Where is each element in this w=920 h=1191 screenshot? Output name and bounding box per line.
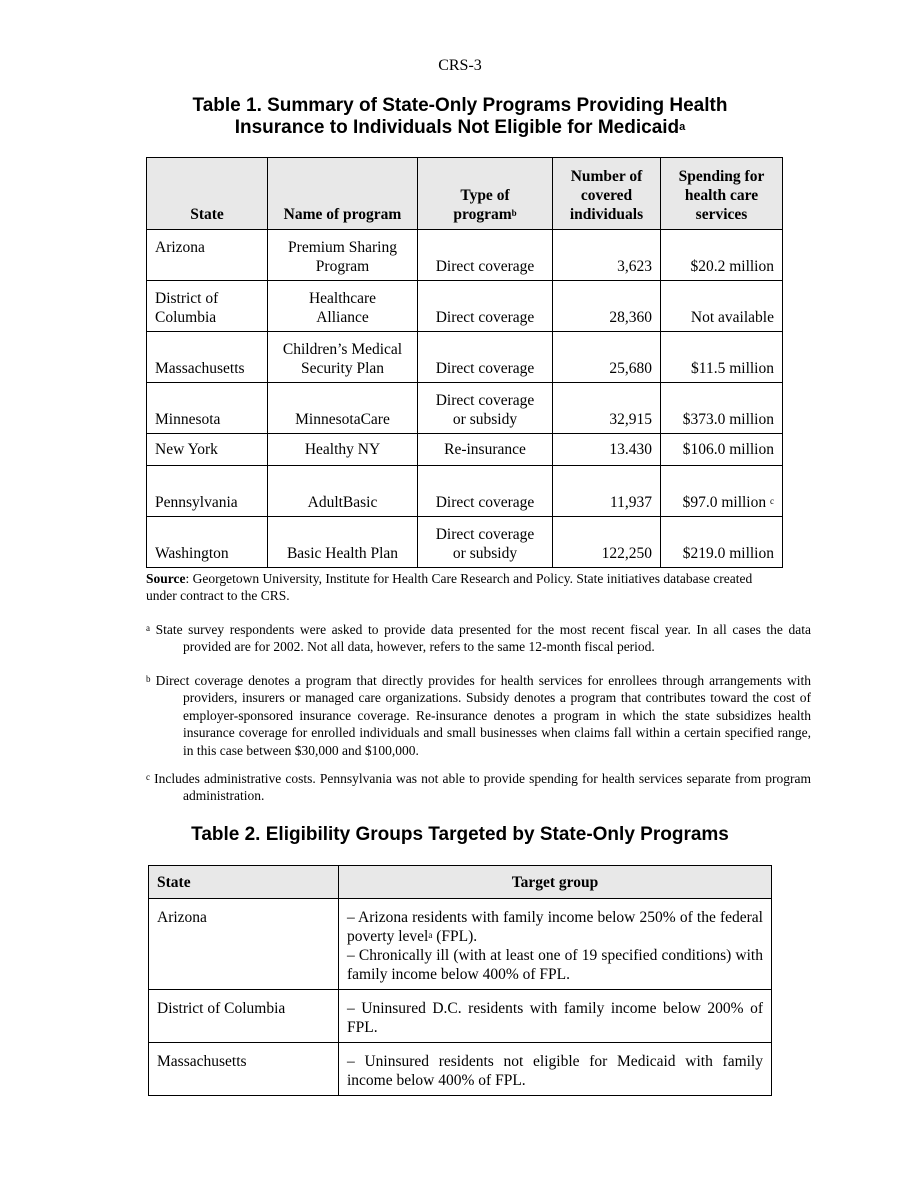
footnote-a-mark: a [146,623,150,633]
program-line2: Alliance [316,309,369,326]
table1-title-line2: Insurance to Individuals Not Eligible for Medicaid [234,117,680,138]
cell-program [268,332,418,383]
cell-spending [661,466,783,517]
cell-number: 32,915 [553,383,661,434]
type-line1: Direct coverage [435,392,535,409]
cell-spending: $373.0 million [661,383,783,434]
cell-state [147,230,268,281]
header-number-line2: covered [580,187,633,204]
state-name: Arizona [155,239,205,256]
cell-program [268,281,418,332]
source-note [146,570,774,605]
header-number [553,158,661,230]
cell-type: Re-insurance [418,434,553,466]
header-number-line3: individuals [569,206,644,223]
header-spending-line3: services [695,206,748,223]
table-row [147,383,783,434]
cell-state: Pennsylvania [147,466,268,517]
cell-state: Washington [147,517,268,568]
program-line1: Healthcare [308,290,377,307]
cell-state: District of Columbia [149,990,339,1043]
table-row [147,466,783,517]
cell-spending: $106.0 million [661,434,783,466]
page-number: CRS-3 [438,57,482,74]
cell-state: Minnesota [147,383,268,434]
cell-type: Direct coverage [418,332,553,383]
source-text: : Georgetown University, Institute for Health Care Research and Policy. State initiatives database created under contract to the CRS. [146,571,753,604]
table1-title-line1: Table 1. Summary of State-Only Programs Providing Health [192,95,728,116]
cell-state: New York [147,434,268,466]
footnote-b-text: Direct coverage denotes a program that directly provides for health services for enrollees through arrangements with providers, insurers or managed care organizations. Subsidy denotes a program that contributes toward the cost of employer-sponsored insurance coverage. Re-insurance denotes a program in which the state subsidizes health insurance coverage for enrolled individuals and small businesses when claims fall within a certain specified range, in this case between $30,000 and $100,000. [150,673,811,758]
cell-number: 13.430 [553,434,661,466]
footnote-b [146,672,811,759]
footnote-c [146,770,811,805]
header-spending-line1: Spending for [678,168,765,185]
cell-number: 122,250 [553,517,661,568]
spending-footnote-mark: c [770,496,774,506]
state-line1: District of [155,290,219,307]
state-line2: Columbia [155,309,217,326]
cell-number: 3,623 [553,230,661,281]
table2-title: Table 2. Eligibility Groups Targeted by State-Only Programs [191,824,729,845]
footnote-a-text: State survey respondents were asked to provide data presented for the most recent fiscal year. In all cases the data provided are for 2002. Not all data, however, refers to the same 12-month fiscal period. [150,622,811,655]
summary-table [146,157,783,568]
cell-program: MinnesotaCare [268,383,418,434]
type-line2: or subsidy [452,545,518,562]
footnote-c-mark: c [146,772,150,782]
footnote-b-mark: b [146,674,151,684]
cell-number: 25,680 [553,332,661,383]
cell-type: Direct coverage [418,281,553,332]
cell-state: Arizona [149,899,339,990]
table-row [147,434,783,466]
target-text: – Arizona residents with family income below 250% of the federal poverty level [347,909,763,945]
header-state: State [149,866,339,899]
cell-spending: $20.2 million [661,230,783,281]
cell-spending: $219.0 million [661,517,783,568]
table-row [149,899,772,990]
cell-program: AdultBasic [268,466,418,517]
program-line1: Premium Sharing [288,239,397,256]
program-line2: Program [315,258,370,275]
header-type-footnote-mark: b [511,208,517,218]
header-spending [661,158,783,230]
header-target-group: Target group [339,866,772,899]
footnote-a [146,621,811,656]
cell-state: Massachusetts [147,332,268,383]
table-row [149,1043,772,1096]
target-footnote-mark: a [428,930,433,940]
summary-table-header-row [147,158,783,230]
target-text-end: (FPL). [432,928,478,945]
header-type [418,158,553,230]
header-spending-line2: health care [684,187,759,204]
cell-spending: Not available [661,281,783,332]
table-row [149,990,772,1043]
cell-state: Massachusetts [149,1043,339,1096]
cell-state [147,281,268,332]
cell-program [268,230,418,281]
table-row [147,230,783,281]
cell-type: Direct coverage [418,230,553,281]
cell-type: Direct coverage [418,466,553,517]
header-state: State [147,158,268,230]
source-label: Source [146,571,186,586]
program-line2: Security Plan [300,360,385,377]
eligibility-table [148,865,772,1096]
table-row [147,281,783,332]
cell-type [418,517,553,568]
spending-value: $97.0 million [682,494,767,511]
cell-type [418,383,553,434]
cell-spending: $11.5 million [661,332,783,383]
eligibility-table-header-row [149,866,772,899]
table-row [147,517,783,568]
header-type-line1: Type of [460,187,510,204]
table-row [147,332,783,383]
program-line1: Children’s Medical [282,341,403,358]
target-line [347,908,763,946]
cell-target-group: – Uninsured residents not eligible for Medicaid with family income below 400% of FPL. [339,1043,772,1096]
cell-number: 11,937 [553,466,661,517]
header-number-line1: Number of [570,168,643,185]
header-program: Name of program [268,158,418,230]
table1-title [100,95,820,139]
cell-program: Basic Health Plan [268,517,418,568]
cell-target-group: – Uninsured D.C. residents with family income below 200% of FPL. [339,990,772,1043]
table1-title-footnote-mark: a [679,121,686,133]
footnote-c-text: Includes administrative costs. Pennsylvania was not able to provide spending for health services separate from program administration. [150,771,811,804]
target-line: – Chronically ill (with at least one of 19 specified conditions) with family income below 400% of FPL. [347,947,763,983]
type-line2: or subsidy [452,411,518,428]
cell-target-group [339,899,772,990]
cell-number: 28,360 [553,281,661,332]
header-type-line2: program [453,206,512,223]
cell-program: Healthy NY [268,434,418,466]
type-line1: Direct coverage [435,526,535,543]
